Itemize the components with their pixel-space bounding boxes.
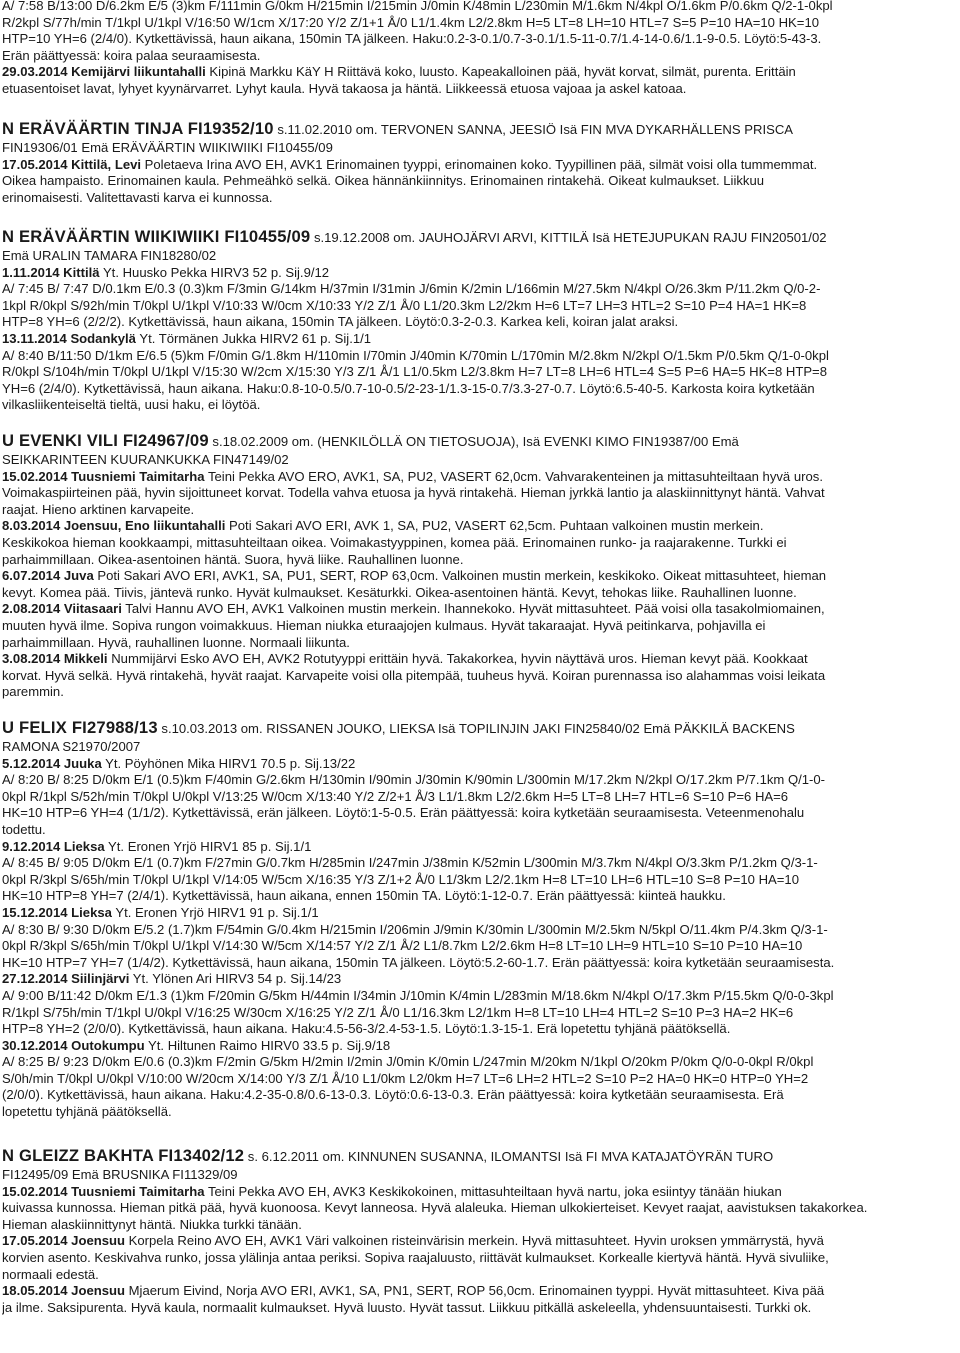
trial-result-text: Yt. Eronen Yrjö HIRV1 91 p. Sij.1/1 — [111, 904, 319, 920]
text-line: 1kpl R/0kpl S/92h/min T/0kpl U/1kpl V/10:33 W/0cm X/10:33 Y/2 Z/1 Å/0 L1/20.3km L2/2km H=6 LT=7 LH=3 HTL=2 S=10 P=4 HA=1 HK=8 — [2, 297, 807, 313]
trial-result-line — [2, 756, 957, 773]
show-result-text: Teini Pekka AVO EH, AVK3 Keskikokoinen, mittasuhteiltaan hyvä nartu, joka esiintyy tänään hiukan — [204, 1183, 782, 1199]
trial-date: 13.11.2014 Sodankylä — [2, 330, 136, 346]
text-line: etuasentoiset lavat, lyhyet kyynärvarret. Lyhyt kaula. Hyvä takaosa ja häntä. Liikkeessä etuosa vajoaa ja askel katoaa. — [2, 80, 687, 96]
dog-heading — [2, 717, 957, 739]
text-line: A/ 7:58 B/13:00 D/6.2km E/5 (3)km F/111min G/0km H/215min I/215min J/0min K/48min L/230min M/1.6km N/4kpl O/1.6km P/0.6km Q/2-1-0kpl — [2, 0, 833, 13]
text-line: kuivassa kunnossa. Hieman pitkä pää, hyvä kuonoosa. Kevyt lanneosa. Hyvä alaleuka. Hieman ulkokierteiset. Kevyet raajat, aavistuksen takakorkea. — [2, 1200, 868, 1216]
text-line: erinomaisesti. Valitettavasti karva ei kunnossa. — [2, 189, 273, 205]
text-line: 0kpl R/3kpl S/65h/min T/0kpl U/1kpl V/14:30 W/5cm X/14:57 Y/2 Z/1 Å/2 L1/8.7km L2/2.6km H=8 LT=10 LH=9 HTL=10 S=10 P=10 HA=10 — [2, 938, 803, 954]
dog-heading — [2, 118, 957, 140]
text-line: A/ 8:40 B/11:50 D/1km E/6.5 (5)km F/0min G/1.8km H/110min I/70min J/40min K/70min L/170min M/2.8km N/2kpl O/1.5km P/0.5km Q/1-0-0kpl — [2, 347, 829, 363]
text-line: 0kpl R/3kpl S/65h/min T/0kpl U/1kpl V/14:05 W/5cm X/16:35 Y/3 Z/1+2 Å/0 L1/3km L2/2.1km H=8 LT=10 LH=6 HTL=10 S=8 P=10 HA=10 — [2, 871, 799, 887]
text-line: Hieman alaskiinnittynyt häntä. Niukka turkki tänään. — [2, 1216, 302, 1232]
dog-details: s.11.02.2010 om. TERVONEN SANNA, JEESIÖ Isä FIN MVA DYKARHÄLLENS PRISCA — [273, 122, 794, 137]
trial-result-line — [2, 265, 957, 282]
text-line: HTP=8 YH=2 (2/0/0). Kytkettävissä, haun aikana. Haku:4.5-56-3/2.4-53-1.5. Löytö:1.3-15-1. Erä lopetettu tyhjänä päätöksellä. — [2, 1021, 731, 1037]
text-line: Oikea hampaisto. Erinomainen kaula. Pehmeähkö selkä. Oikea hännänkiinnitys. Erinomainen rintakehä. Oikeat kulmaukset. Liikkuu — [2, 173, 765, 189]
show-result-text: Nummijärvi Esko AVO EH, AVK2 Rotutyyppi erittäin hyvä. Takakorkea, hyvin näyttävä uros. Hieman kevyt pää. Kookkaat — [107, 651, 808, 667]
trial-result-text: Yt. Huusko Pekka HIRV3 52 p. Sij.9/12 — [99, 264, 330, 280]
text-line: ja ilme. Saksipurenta. Hyvä kaula, normaalit kulmaukset. Hyvä luusto. Hyvät tassut. Liikkuu pitkällä askeleella, yhdensuuntaisesti. Turkki ok. — [2, 1299, 812, 1315]
dog-entry-wiikiwiiki — [2, 226, 957, 414]
text-line: Emä URALIN TAMARA FIN18280/02 — [2, 248, 217, 263]
trial-date: 27.12.2014 Siilinjärvi — [2, 971, 130, 987]
text-line: FIN19306/01 Emä ERÄVÄÄRTIN WIIKIWIIKI FI10455/09 — [2, 140, 333, 155]
text-line: vilkasliikenteiseltä tieltä, uusi haku, ei löytöä. — [2, 397, 261, 413]
text-line: parhaimmillaan. Oikea-asentoinen häntä. Suora, hyvä liike. Rauhallinen luonne. — [2, 551, 464, 567]
dog-name: N ERÄVÄÄRTIN TINJA FI19352/10 — [2, 119, 274, 138]
text-line: todettu. — [2, 821, 46, 837]
text-line: A/ 8:20 B/ 8:25 D/0km E/1 (0.5)km F/40min G/2.6km H/130min I/90min J/30min K/90min L/300min M/17.2km N/2kpl O/17.2km P/7.1km Q/1-0- — [2, 772, 826, 788]
trial-date: 1.11.2014 Kittilä — [2, 264, 100, 280]
show-result-text: Talvi Hannu AVO EH, AVK1 Valkoinen mustin merkein. Ihannekoko. Hyvät mittasuhteet. Pää voisi olla tasakolmiomainen, — [121, 601, 825, 617]
text-line: HK=10 HTP=7 YH=7 (1/4/2). Kytkettävissä, haun aikana, 150min TA jälkeen. Löytö:5.2-60-1.7. Erän päättyessä: koira kytketään seuraamisesta. — [2, 954, 835, 970]
text-line: kevyt. Komea pää. Tiivis, jäntevä runko. Hyvät kulmaukset. Kesäturkki. Oikea-asentoinen häntä. Kevyt, tehokas liike. Rauhallinen luonne. — [2, 584, 797, 600]
show-date: 29.03.2014 Kemijärvi liikuntahalli — [2, 64, 206, 80]
dog-name: N ERÄVÄÄRTIN WIIKIWIIKI FI10455/09 — [2, 227, 311, 246]
dog-details: s.10.03.2013 om. RISSANEN JOUKO, LIEKSA Isä TOPILINJIN JAKI FIN25840/02 Emä PÄKKILÄ BACKENS — [157, 721, 795, 736]
show-result-line — [2, 469, 957, 486]
show-result-line — [2, 1233, 957, 1250]
text-line: A/ 8:25 B/ 9:23 D/0km E/0.6 (0.3)km F/2min G/5km H/2min I/2min J/0min K/0min L/247min M/20km N/1kpl O/20km P/0km Q/0-0-0kpl R/0kpl — [2, 1054, 814, 1070]
text-line: RAMONA S21970/2007 — [2, 739, 141, 754]
text-line: Keskikokoa hieman kookkaampi, mittasuhteiltaan oikea. Voimakastyyppinen, komea pää. Erinomainen runko- ja raajarakenne. Turkki ei — [2, 534, 787, 550]
text-line: paremmin. — [2, 684, 64, 700]
text-line: R/1kpl S/75h/min T/1kpl U/0kpl V/16:25 W/30cm X/16:25 Y/2 Z/1 Å/0 L1/16.3km L2/1km H=8 LT=10 LH=4 HTL=2 S=10 P=3 HA=2 HK=6 — [2, 1004, 794, 1020]
text-line: 0kpl R/1kpl S/52h/min T/0kpl U/0kpl V/13:25 W/0cm X/13:40 Y/2 Z/2+1 Å/3 L1/1.8km L2/2.6km H=5 LT=8 LH=7 HTL=6 S=10 P=6 HA=6 — [2, 788, 789, 804]
previous-entry-continuation — [2, 0, 957, 98]
text-line: A/ 8:30 B/ 9:30 D/0km E/5.2 (1.7)km F/54min G/0.4km H/215min I/206min J/9min K/30min L/300min M/2.5km N/5kpl O/11.4km P/4.3km Q/3-1- — [2, 921, 828, 937]
show-result-text: Mjaerum Eivind, Norja AVO ERI, AVK1, SA, PN1, SERT, ROP 56,0cm. Erinomainen tyyppi. Hyvät mittasuhteet. Kiva pää — [125, 1283, 825, 1299]
show-result-line — [2, 1283, 957, 1300]
show-result-text: Poti Sakari AVO ERI, AVK1, SA, PU1, SERT, ROP 63,0cm. Valkoinen mustin merkein, keskikoko. Oikeat mittasuhteet, hieman — [93, 568, 827, 584]
text-line: HK=10 HTP=6 YH=4 (1/1/2). Kytkettävissä, erän jälkeen. Löytö:1-5-0.5. Erän päättyessä: koira kytketään seuraamisesta. Veteenmenohalu — [2, 805, 805, 821]
show-result-line — [2, 568, 957, 585]
dog-details: s.18.02.2009 om. (HENKILÖLLÄ ON TIETOSUOJA), Isä EVENKI KIMO FIN19387/00 Emä — [208, 434, 739, 449]
dog-name: U EVENKI VILI FI24967/09 — [2, 431, 209, 450]
trial-result-text: Yt. Hiltunen Raimo HIRV0 33.5 p. Sij.9/18 — [144, 1037, 391, 1053]
show-date: 8.03.2014 Joensuu, Eno liikuntahalli — [2, 518, 226, 534]
show-result-text: Korpela Reino AVO EH, AVK1 Väri valkoinen risteinvärisin merkein. Hyvä mittasuhteet. Hyvin uroksen ymmärrystä, hyvä — [125, 1233, 824, 1249]
text-line: A/ 8:45 B/ 9:05 D/0km E/1 (0.7)km F/27min G/0.7km H/285min I/247min J/38min K/52min L/300min M/3.7km N/4kpl O/3.3km P/1.2km Q/3-1- — [2, 855, 818, 871]
show-result-text: Poletaeva Irina AVO EH, AVK1 Erinomainen tyyppi, erinomainen koko. Tyypillinen pää, silmät voisi olla tummemmat. — [141, 156, 818, 172]
text-line: normaali edestä. — [2, 1266, 99, 1282]
trial-result-line — [2, 905, 957, 922]
show-result-line — [2, 157, 957, 174]
show-date: 15.02.2014 Tuusniemi Taimitarha — [2, 1183, 205, 1199]
dog-entry-vili — [2, 430, 957, 701]
text-line: Erän päättyessä: koira palaa seuraamisesta. — [2, 47, 261, 63]
text-line: YH=6 (2/4/0). Kytkettävissä, haun aikana. Haku:0.8-10-0.5/0.7-10-0.5/2-23-1/1.3-15-0.7/3.3-27-0.7. Löytö:6.5-40-5. Karkosta koira kytketään — [2, 380, 815, 396]
trial-date: 5.12.2014 Juuka — [2, 755, 102, 771]
text-line: muuten hyvä ilme. Sopiva rungon voimakkuus. Hieman niukka eturaajojen kulmaus. Hyvät takaraajat. Hyvä peitinkarva, pohjavilla ei — [2, 617, 766, 633]
dog-entry-felix — [2, 717, 957, 1121]
text-line: SEIKKARINTEEN KUURANKUKKA FIN47149/02 — [2, 452, 289, 467]
show-result-line — [2, 518, 957, 535]
show-result-line — [2, 651, 957, 668]
text-line: korvien asento. Keskivahva runko, jossa ylälinja antaa periksi. Sopiva raajaluusto, riittävät kulmaukset. Korkealle kiertyvä häntä. Hyvä sivuliike, — [2, 1249, 829, 1265]
dog-details: s.19.12.2008 om. JAUHOJÄRVI ARVI, KITTILÄ Isä HETEJUPUKAN RAJU FIN20501/02 — [310, 230, 827, 245]
show-date: 2.08.2014 Viitasaari — [2, 601, 122, 617]
text-line: HK=10 HTP=8 YH=7 (2/4/1). Kytkettävissä, haun aikana, ennen 150min TA. Löytö:1-12-0.7. Erän päättyessä: kiinteä haukku. — [2, 888, 726, 904]
text-line: R/2kpl S/77h/min T/1kpl U/1kpl V/16:50 W/1cm X/17:20 Y/2 Z/1+1 Å/0 L1/1.4km L2/2.8km H=5 LT=8 LH=10 HTL=7 S=5 P=10 HA=10 HK=10 — [2, 14, 820, 30]
trial-result-line — [2, 1038, 957, 1055]
text-line: korvat. Hyvä selkä. Hyvä rintakehä, hyvät raajat. Karvapeite voisi olla pitempää, tuuheus hyvä. Koiran purennassa iso alahammas voisi leikata — [2, 667, 826, 683]
text-line: HTP=8 YH=6 (2/2/2). Kytkettävissä, haun aikana, 150min TA jälkeen. Löytö:0.3-2-0.3. Karkea keli, koiran jalat araksi. — [2, 314, 679, 330]
trial-date: 9.12.2014 Lieksa — [2, 838, 105, 854]
text-line: R/0kpl S/104h/min T/0kpl U/1kpl V/15:30 W/2cm X/15:30 Y/3 Z/1 Å/1 L1/0.5km L2/3.8km H=7 LT=8 LH=6 HTL=4 S=5 P=6 HA=5 HK=8 HTP=8 — [2, 364, 827, 380]
show-result-text: Teini Pekka AVO ERO, AVK1, SA, PU2, VASERT 62,0cm. Vahvarakenteinen ja mittasuhteiltaan hyvä uros. — [204, 468, 823, 484]
text-line: FI12495/09 Emä BRUSNIKA FI11329/09 — [2, 1167, 238, 1182]
show-result-text: Kipinä Markku KäY H Riittävä koko, luusto. Kapeakalloinen pää, hyvät korvat, silmät, purenta. Erittäin — [205, 64, 796, 80]
show-date: 18.05.2014 Joensuu — [2, 1283, 126, 1299]
dog-heading — [2, 226, 957, 248]
trial-result-text: Yt. Pöyhönen Mika HIRV1 70.5 p. Sij.13/22 — [101, 755, 356, 771]
text-line: A/ 7:45 B/ 7:47 D/0.1km E/0.3 (0.3)km F/3min G/14km H/37min I/31min J/6min K/2min L/166min M/27.5km N/4kpl O/26.3km P/11.2km Q/0-2- — [2, 281, 821, 297]
text-line: (2/0/0). Kytkettävissä, haun aikana. Haku:4.2-35-0.8/0.6-13-0.3. Löytö:0.6-13-0.3. Erän päättyessä: koira kytketään seuraamisesta. Erä — [2, 1087, 784, 1103]
show-result-line — [2, 1184, 957, 1201]
show-date: 17.05.2014 Kittilä, Levi — [2, 156, 142, 172]
trial-result-text: Yt. Eronen Yrjö HIRV1 85 p. Sij.1/1 — [104, 838, 312, 854]
dog-heading — [2, 1145, 957, 1167]
dog-name: U FELIX FI27988/13 — [2, 718, 158, 737]
dog-heading — [2, 430, 957, 452]
trial-result-text: Yt. Ylönen Ari HIRV3 54 p. Sij.14/23 — [129, 971, 342, 987]
show-date: 6.07.2014 Juva — [2, 568, 94, 584]
show-date: 3.08.2014 Mikkeli — [2, 651, 108, 667]
show-result-line — [2, 601, 957, 618]
dog-entry-gleizz — [2, 1145, 957, 1316]
text-line: raajat. Hieno arktinen karvapeite. — [2, 501, 195, 517]
show-result-text: Poti Sakari AVO ERI, AVK 1, SA, PU2, VASERT 62,5cm. Puhtaan valkoinen mustin merkein. — [225, 518, 764, 534]
trial-date: 15.12.2014 Lieksa — [2, 904, 112, 920]
trial-result-text: Yt. Törmänen Jukka HIRV2 61 p. Sij.1/1 — [135, 330, 372, 346]
text-line: A/ 9:00 B/11:42 D/0km E/1.3 (1)km F/20min G/5km H/44min I/34min J/10min K/4min L/283min M/18.6km N/4kpl O/17.3km P/15.5km Q/0-0-3kpl — [2, 987, 834, 1003]
trial-date: 30.12.2014 Outokumpu — [2, 1037, 145, 1053]
dog-name: N GLEIZZ BAKHTA FI13402/12 — [2, 1146, 245, 1165]
dog-details: s. 6.12.2011 om. KINNUNEN SUSANNA, ILOMANTSI Isä FI MVA KATAJATÖYRÄN TURO — [244, 1149, 774, 1164]
trial-result-line — [2, 839, 957, 856]
text-line: HTP=10 YH=6 (2/4/0). Kytkettävissä, haun aikana, 150min TA jälkeen. Haku:0.2-3-0.1/0.7-3-0.1/1.5-11-0.7/1.4-14-0.6/1.1-9-0.5. Löytö:5-43-3. — [2, 31, 822, 47]
show-result-line — [2, 64, 957, 81]
trial-result-line — [2, 331, 957, 348]
text-line: Voimakaspiirteinen pää, hyvin sijoittuneet korvat. Todella vahva etuosa ja hyvä rintakehä. Hieman jyrkkä lantio ja alaskiinnittynyt häntä. Vahvat — [2, 485, 825, 501]
text-line: parhaimmillaan. Hyvä, rauhallinen luonne. Normaali liikunta. — [2, 634, 350, 650]
trial-result-line — [2, 971, 957, 988]
text-line: S/0h/min T/0kpl U/0kpl V/10:00 W/20cm X/14:00 Y/3 Z/1 Å/10 L1/0km L2/0km H=7 LT=6 LH=2 HTL=2 S=10 P=2 HA=0 HK=0 HTP=0 YH=2 — [2, 1070, 809, 1086]
text-line: lopetettu tyhjänä päätöksellä. — [2, 1104, 172, 1120]
show-date: 17.05.2014 Joensuu — [2, 1233, 126, 1249]
show-date: 15.02.2014 Tuusniemi Taimitarha — [2, 468, 205, 484]
dog-entry-tinja — [2, 118, 957, 206]
